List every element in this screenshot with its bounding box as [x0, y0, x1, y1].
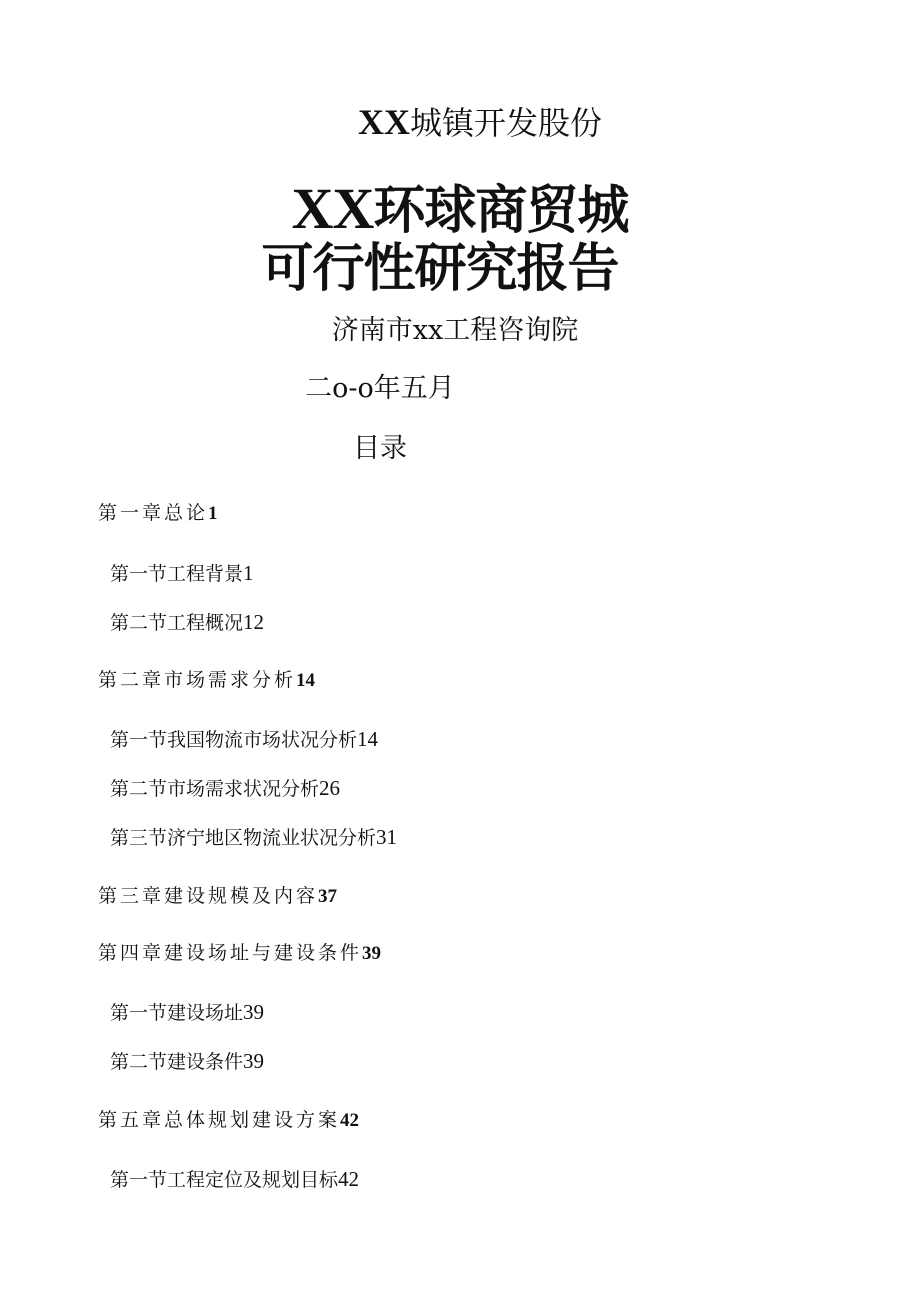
toc-entry[interactable]: [110, 1165, 359, 1192]
report-date: 二o-o年五月: [305, 373, 455, 404]
toc-entry-page: 39: [243, 1000, 265, 1024]
toc-entry-title: 第四章建设场址与建设条件: [98, 942, 363, 964]
toc-entry[interactable]: [110, 998, 264, 1025]
toc-entry[interactable]: [98, 881, 337, 908]
toc-entry-title: 第一节我国物流市场状况分析: [110, 729, 358, 751]
toc-entry-page: 14: [296, 670, 316, 691]
toc-entry-title: 第一节建设场址: [110, 1002, 244, 1024]
toc-entry-page: 39: [243, 1049, 265, 1073]
toc-entry-title: 第一章总论: [98, 502, 209, 524]
toc-heading: 目录: [353, 433, 407, 464]
toc-entry-title: 第二节建设条件: [110, 1051, 244, 1073]
toc-entry-title: 第一节工程定位及规划目标: [110, 1169, 339, 1191]
toc-entry-page: 39: [362, 943, 382, 964]
title-line1-text: 环球商贸城: [373, 181, 629, 241]
company-name: [0, 98, 920, 144]
toc-entry[interactable]: [98, 498, 218, 525]
toc-entry-page: 1: [243, 561, 254, 585]
title-prefix: XX: [291, 176, 374, 241]
toc-entry-title: 第三章建设规模及内容: [98, 885, 319, 907]
toc-entry-page: 1: [208, 503, 218, 524]
toc-entry[interactable]: [110, 774, 340, 801]
company-name-text: 城镇开发股份: [409, 104, 602, 142]
toc-entry-title: 第五章总体规划建设方案: [98, 1109, 341, 1131]
toc-entry-page: 31: [376, 825, 398, 849]
toc-entry-title: 第三节济宁地区物流业状况分析: [110, 827, 377, 849]
toc-entry-page: 42: [340, 1110, 360, 1131]
toc-entry[interactable]: [98, 1105, 359, 1132]
toc-entry[interactable]: [98, 938, 381, 965]
toc-entry[interactable]: [110, 823, 397, 850]
toc-entry[interactable]: [110, 1047, 264, 1074]
toc-entry-page: 26: [319, 776, 341, 800]
toc-entry-page: 37: [318, 886, 338, 907]
toc-entry-title: 第二节市场需求状况分析: [110, 778, 320, 800]
report-title-line2: 可行性研究报告: [261, 239, 619, 299]
toc-entry[interactable]: [110, 608, 264, 635]
toc-entry[interactable]: [110, 725, 378, 752]
toc-entry-page: 14: [357, 727, 379, 751]
institute-name: 济南市xx工程咨询院: [331, 315, 579, 346]
company-prefix: XX: [357, 102, 410, 142]
toc-entry[interactable]: [98, 665, 315, 692]
toc-entry-page: 42: [338, 1167, 360, 1191]
toc-entry-title: 第一节工程背景: [110, 563, 244, 585]
toc-entry-title: 第二节工程概况: [110, 612, 244, 634]
toc-entry-title: 第二章市场需求分析: [98, 669, 297, 691]
toc-entry-page: 12: [243, 610, 265, 634]
toc-entry[interactable]: [110, 559, 254, 586]
